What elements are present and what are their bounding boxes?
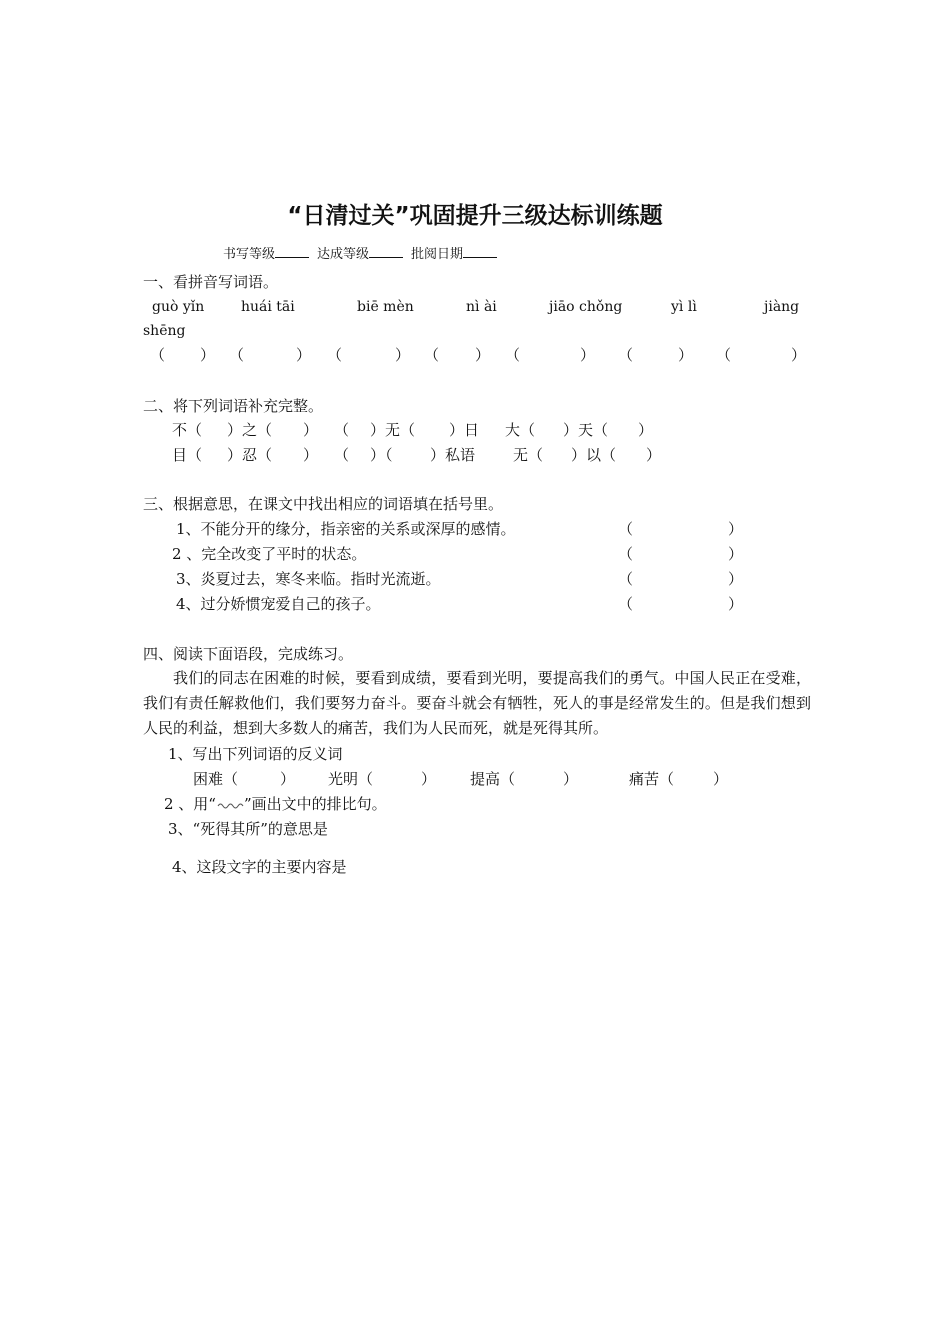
answer-bracket[interactable]: ） (280, 770, 296, 788)
question-1: 1、写出下列词语的反义词 (168, 745, 343, 763)
idiom-fragment: ）之（ (227, 421, 273, 439)
definition-item: 4、过分娇惯宠爱自己的孩子。 (176, 595, 381, 613)
question-4: 4、这段文字的主要内容是 (172, 858, 347, 876)
answer-bracket[interactable]: （ (150, 346, 166, 364)
question-2 (164, 794, 387, 814)
review-date-blank[interactable] (463, 245, 497, 258)
idiom-fragment: （ (334, 446, 350, 464)
answer-bracket[interactable]: （ (505, 346, 521, 364)
question-3: 3、“死得其所”的意思是 (168, 820, 328, 838)
answer-bracket[interactable]: ） (475, 346, 491, 364)
pinyin-item: biē mèn (357, 299, 414, 315)
achievement-grade-label: 达成等级 (317, 247, 370, 262)
answer-bracket[interactable]: ） (296, 346, 312, 364)
idiom-fragment: ）无（ (370, 421, 416, 439)
answer-bracket[interactable]: （ (618, 346, 634, 364)
review-date-label: 批阅日期 (411, 247, 464, 262)
idiom-fragment: ）（ (370, 446, 393, 464)
idiom-fragment: ）日 (449, 421, 480, 439)
answer-bracket[interactable]: ） (421, 770, 437, 788)
pinyin-item: jiàng (764, 299, 800, 315)
answer-bracket[interactable]: ） (580, 346, 596, 364)
idiom-fragment: ） (646, 446, 662, 464)
answer-bracket[interactable]: （ (618, 570, 634, 588)
answer-bracket[interactable]: （ (229, 346, 245, 364)
idiom-fragment: ） (303, 446, 319, 464)
idiom-fragment: ）私语 (430, 446, 476, 464)
idiom-fragment: ）以（ (571, 446, 617, 464)
answer-bracket[interactable]: （ (618, 545, 634, 563)
answer-bracket[interactable]: ） (791, 346, 807, 364)
achievement-grade-blank[interactable] (369, 245, 403, 258)
antonym-item: 提高（ (470, 770, 516, 788)
antonym-item: 痛苦（ (629, 770, 675, 788)
reading-passage: 我们的同志在困难的时候，要看到成绩，要看到光明，要提高我们的勇气。中国人民正在受难，我们有责任解救他们，我们要努力奋斗。要奋斗就会有牺牲，死人的事是经常发生的。但是我们想到人民的利益，想到大多数人的痛苦，我们为人民而死，就是死得其所。 (143, 669, 811, 737)
answer-bracket[interactable]: ） (563, 770, 579, 788)
answer-bracket[interactable]: （ (424, 346, 440, 364)
idiom-fragment: ）忍（ (227, 446, 273, 464)
idiom-fragment: 目（ (172, 446, 203, 464)
section2-heading: 二、将下列词语补充完整。 (143, 397, 324, 415)
writing-grade-blank[interactable] (275, 245, 309, 258)
answer-bracket[interactable]: （ (716, 346, 732, 364)
answer-bracket[interactable]: ） (713, 770, 729, 788)
definition-item: 1、不能分开的缘分，指亲密的关系或深厚的感情。 (176, 520, 516, 538)
answer-bracket[interactable]: （ (618, 520, 634, 538)
section4-heading: 四、阅读下面语段，完成练习。 (143, 645, 354, 663)
answer-bracket[interactable]: ） (395, 346, 411, 364)
writing-grade-label: 书写等级 (223, 247, 276, 262)
grading-line (223, 245, 505, 265)
answer-bracket[interactable]: ） (728, 545, 744, 563)
answer-bracket[interactable]: ） (678, 346, 694, 364)
idiom-fragment: ）天（ (563, 421, 609, 439)
answer-bracket[interactable]: ） (200, 346, 216, 364)
antonym-item: 困难（ (193, 770, 239, 788)
idiom-fragment: 不（ (172, 421, 203, 439)
idiom-fragment: 无（ (513, 446, 544, 464)
definition-item: 3、炎夏过去，寒冬来临。指时光流逝。 (176, 570, 441, 588)
answer-bracket[interactable]: （ (327, 346, 343, 364)
answer-bracket[interactable]: ） (728, 520, 744, 538)
question-2-prefix: 2 、用“ (164, 795, 216, 813)
pinyin-item: jiāo chǒng (549, 299, 623, 315)
section3-heading: 三、根据意思，在课文中找出相应的词语填在括号里。 (143, 495, 504, 513)
pinyin-item: guò yǐn (152, 299, 205, 315)
definition-item: 2 、完全改变了平时的状态。 (172, 545, 367, 563)
answer-bracket[interactable]: ） (728, 570, 744, 588)
page-title: “日清过关”巩固提升三级达标训练题 (287, 203, 663, 229)
pinyin-item: huái tāi (241, 299, 295, 315)
pinyin-item: shēng (143, 323, 186, 339)
idiom-fragment: 大（ (505, 421, 536, 439)
pinyin-item: yì lì (671, 299, 697, 315)
idiom-fragment: ） (638, 421, 654, 439)
question-2-suffix: ”画出文中的排比句。 (243, 795, 387, 813)
idiom-fragment: （ (334, 421, 350, 439)
pinyin-item: nì ài (466, 299, 497, 315)
answer-bracket[interactable]: （ (618, 595, 634, 613)
wavy-underline-icon (216, 800, 244, 810)
answer-bracket[interactable]: ） (728, 595, 744, 613)
idiom-fragment: ） (303, 421, 319, 439)
antonym-item: 光明（ (328, 770, 374, 788)
section1-heading: 一、看拼音写词语。 (143, 273, 279, 291)
